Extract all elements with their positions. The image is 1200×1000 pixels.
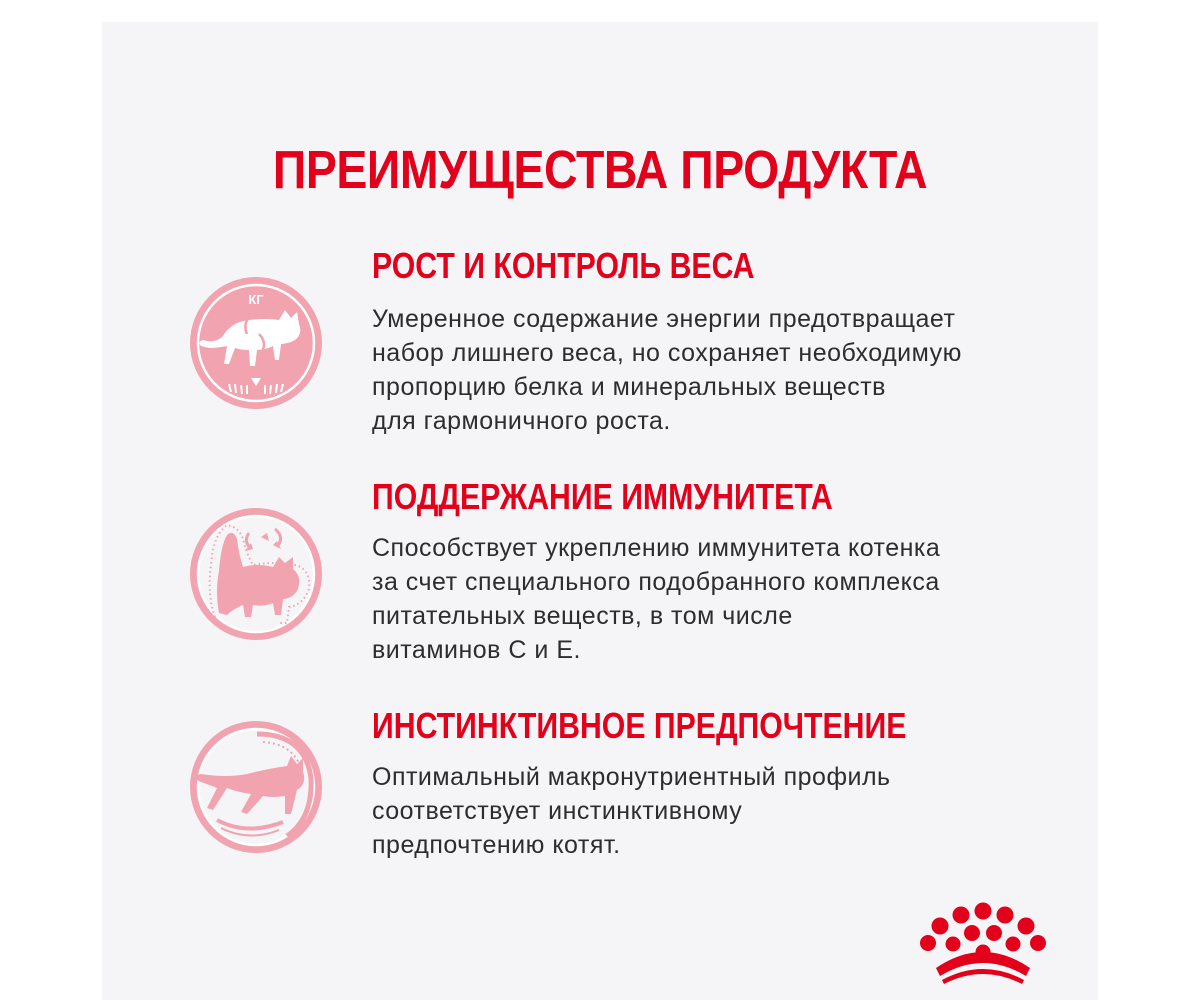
royal-crown-icon — [916, 902, 1050, 984]
benefit-title: РОСТ И КОНТРОЛЬ ВЕСА — [372, 245, 755, 286]
page-title: ПРЕИМУЩЕСТВА ПРОДУКТА — [272, 140, 928, 200]
benefit-description: Оптимальный макронутриентный профиль соответствует инстинктивному предпочтению котят. — [372, 763, 891, 859]
benefit-description: Способствует укреплению иммунитета котенка за счет специального подобранного комплекса питательных веществ, в том числе витаминов С и Е. — [372, 534, 941, 664]
weight-unit-label: КГ — [248, 292, 264, 307]
benefit-title: ИНСТИНКТИВНОЕ ПРЕДПОЧТЕНИЕ — [372, 705, 907, 746]
benefit-title: ПОДДЕРЖАНИЕ ИММУНИТЕТА — [372, 476, 833, 517]
cat-instinct-hunting-icon — [187, 718, 325, 856]
cat-weight-scale-icon — [187, 274, 325, 412]
benefit-description: Умеренное содержание энергии предотвращает набор лишнего веса, но сохраняет необходимую пропорцию белка и минеральных веществ для гармоничного роста. — [372, 305, 962, 435]
cat-immunity-shield-icon — [187, 505, 325, 643]
